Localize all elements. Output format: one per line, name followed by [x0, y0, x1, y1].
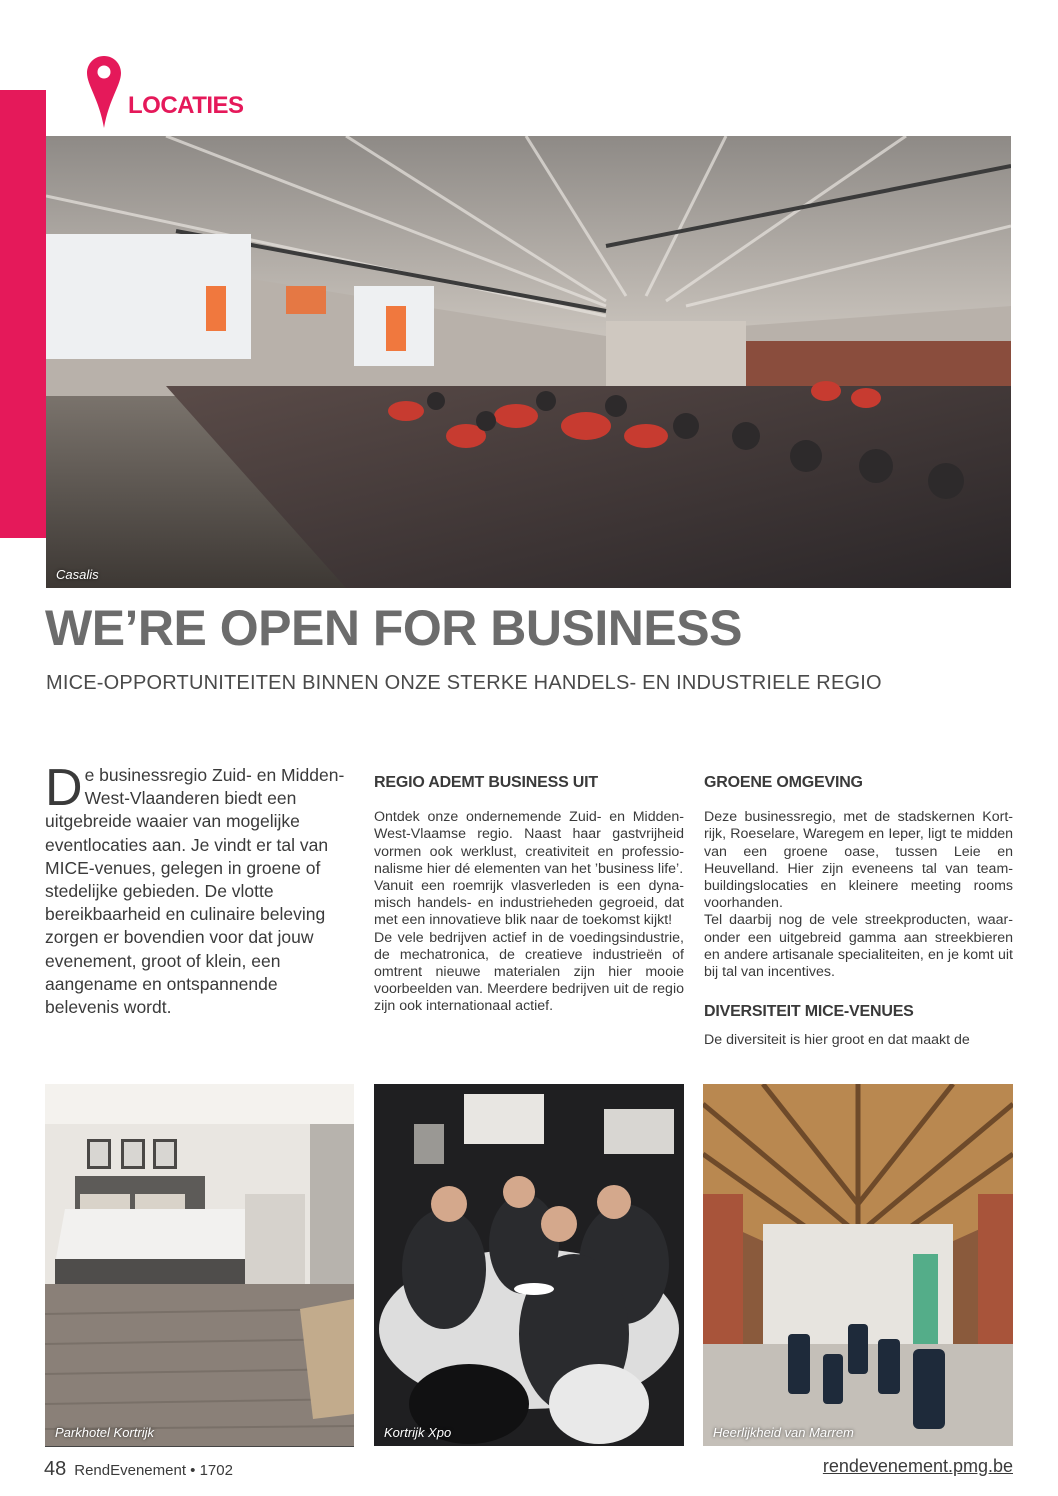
map-pin-icon	[86, 55, 122, 129]
photo-caption: Heerlijkheid van Marrem	[713, 1425, 854, 1440]
section-heading: GROENE OMGEVING	[704, 774, 863, 791]
page-title: WE’RE OPEN FOR BUSINESS	[45, 600, 742, 656]
body-paragraph: Tel daarbij nog de vele streekproducten, waaronder een uitgebreid gamma aan streekbieren en andere artisanale specialiteiten, en je komt uit bij tal van incentives.	[704, 912, 1013, 981]
photo-barn-venue	[703, 1084, 1013, 1446]
body-paragraph: De vele bedrijven actief in de voedingsindustrie, de mechatronica, de creatieve industrieën of omtrent nieuwe materialen zijn hier mooie voorbeelden van. Meerdere bedrijven uit de regio zijn ook internationaal actief.	[374, 929, 684, 1015]
hero-photo	[46, 136, 1011, 588]
section-label: LOCATIES	[128, 92, 244, 119]
article-column-2	[374, 774, 684, 1016]
photo-caption: Parkhotel Kortrijk	[55, 1425, 154, 1440]
intro-text: e businessregio Zuid- en Midden-West-Vlaanderen biedt een uitgebreide waaier van mogelijke eventlocaties aan. Je vindt er tal van MICE-venues, gelegen in groene of stedelijke gebieden. De vlotte bereikbaarheid en culinaire beleving zorgen er bovendien voor dat jouw evenement, groot of klein, een aangename en ontspannende belevenis wordt.	[45, 765, 345, 1018]
photo-hotel-room	[45, 1084, 354, 1446]
article-column-3	[704, 774, 1013, 1050]
section-heading: DIVERSITEIT MICE-VENUES	[704, 1003, 914, 1021]
page-number: 48	[44, 1458, 67, 1480]
photo-caption: Casalis	[56, 567, 99, 582]
intro-paragraph	[45, 759, 350, 1019]
issue-label: RendEvenement • 1702	[74, 1462, 233, 1479]
section-heading: REGIO ADEMT BUSINESS UIT	[374, 774, 598, 791]
body-paragraph: Vanuit een roemrijk vlasverleden is een dynamisch handels- en industrieheden gegroeid, dat met een innovatieve blik naar de toekomst kijkt!	[374, 878, 684, 929]
page-subtitle: MICE-OPPORTUNITEITEN BINNEN ONZE STERKE HANDELS- EN INDUSTRIELE REGIO	[46, 672, 882, 694]
footer-folio	[44, 1458, 233, 1481]
divider	[45, 1446, 354, 1447]
body-paragraph: Deze businessregio, met de stadskernen Kortrijk, Roeselare, Waregem en Ieper, ligt te midden van een groene oase, tussen Leie en Heuvelland. Hier zijn eveneens tal van teambuildingslocaties en kleinere meeting rooms voorhanden.	[704, 809, 1013, 912]
drop-cap: D	[45, 759, 83, 817]
photo-caption: Kortrijk Xpo	[384, 1425, 452, 1440]
photo-expo-meeting	[374, 1084, 684, 1446]
body-paragraph: De diversiteit is hier groot en dat maakt de	[704, 1032, 970, 1049]
body-paragraph: Ontdek onze ondernemende Zuid- en Midden-West-Vlaamse regio. Naast haar gastvrijheid vormen ook werklust, creativiteit en professionalisme hier dé elementen van het ’business life’.	[374, 809, 684, 877]
section-color-bar	[0, 90, 46, 538]
footer-url-link[interactable]: rendevenement.pmg.be	[822, 1456, 1013, 1476]
